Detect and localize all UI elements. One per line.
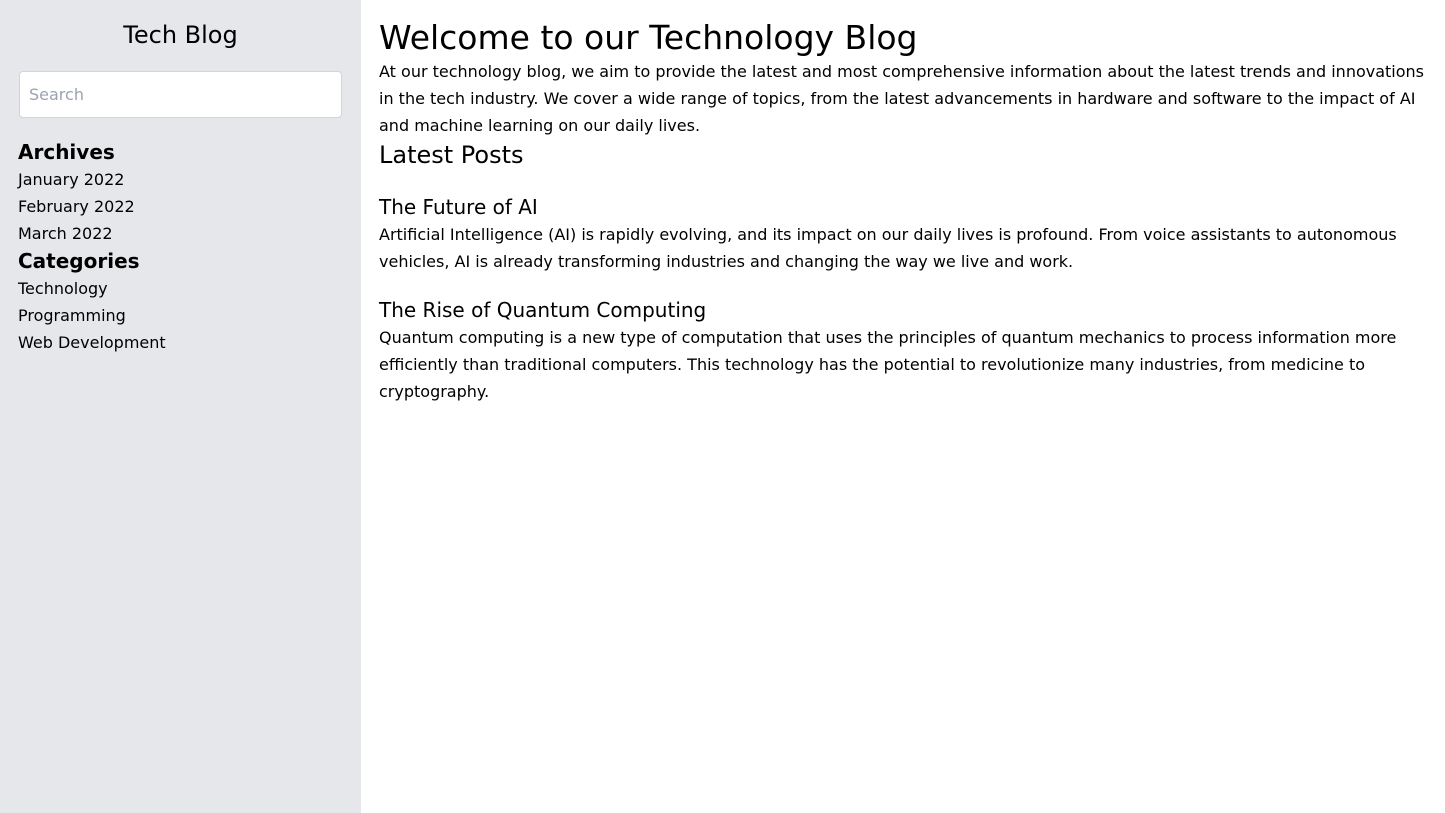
post-title[interactable]: The Future of AI xyxy=(379,195,538,219)
list-item xyxy=(18,302,343,329)
sidebar xyxy=(0,0,361,813)
intro-paragraph: At our technology blog, we aim to provide the latest and most comprehensive information about the latest trends and innovations in the tech industry. We cover a wide range of topics, from the latest advancements in hardware and software to the impact of AI and machine learning on our daily lives. xyxy=(379,62,1424,135)
archive-link-january-2022[interactable]: January 2022 xyxy=(18,170,125,189)
archives-heading: Archives xyxy=(18,140,115,164)
categories-list xyxy=(18,275,343,356)
categories-section xyxy=(18,247,343,356)
archives-list xyxy=(18,166,343,247)
post-card xyxy=(379,296,1427,405)
category-link-technology[interactable]: Technology xyxy=(18,279,108,298)
list-item xyxy=(18,220,343,247)
list-item xyxy=(18,166,343,193)
categories-heading: Categories xyxy=(18,249,140,273)
category-link-web-development[interactable]: Web Development xyxy=(18,333,166,352)
latest-posts-heading: Latest Posts xyxy=(379,141,524,169)
list-item xyxy=(18,329,343,356)
list-item xyxy=(18,193,343,220)
page-title: Welcome to our Technology Blog xyxy=(379,18,918,57)
archive-link-march-2022[interactable]: March 2022 xyxy=(18,224,113,243)
list-item xyxy=(18,275,343,302)
archive-link-february-2022[interactable]: February 2022 xyxy=(18,197,135,216)
search-input[interactable] xyxy=(19,71,342,118)
search-container xyxy=(18,71,343,118)
main-content xyxy=(361,0,1445,813)
post-excerpt: Quantum computing is a new type of computation that uses the principles of quantum mechanics to process information more efficiently than traditional computers. This technology has the potential to revolutionize many industries, from medicine to cryptography. xyxy=(379,328,1397,401)
category-link-programming[interactable]: Programming xyxy=(18,306,126,325)
post-card xyxy=(379,193,1427,275)
site-title[interactable]: Tech Blog xyxy=(123,21,238,49)
post-title[interactable]: The Rise of Quantum Computing xyxy=(379,298,707,322)
archives-section xyxy=(18,138,343,247)
post-excerpt: Artificial Intelligence (AI) is rapidly evolving, and its impact on our daily lives is profound. From voice assistants to autonomous vehicles, AI is already transforming industries and changing the way we live and work. xyxy=(379,225,1397,271)
